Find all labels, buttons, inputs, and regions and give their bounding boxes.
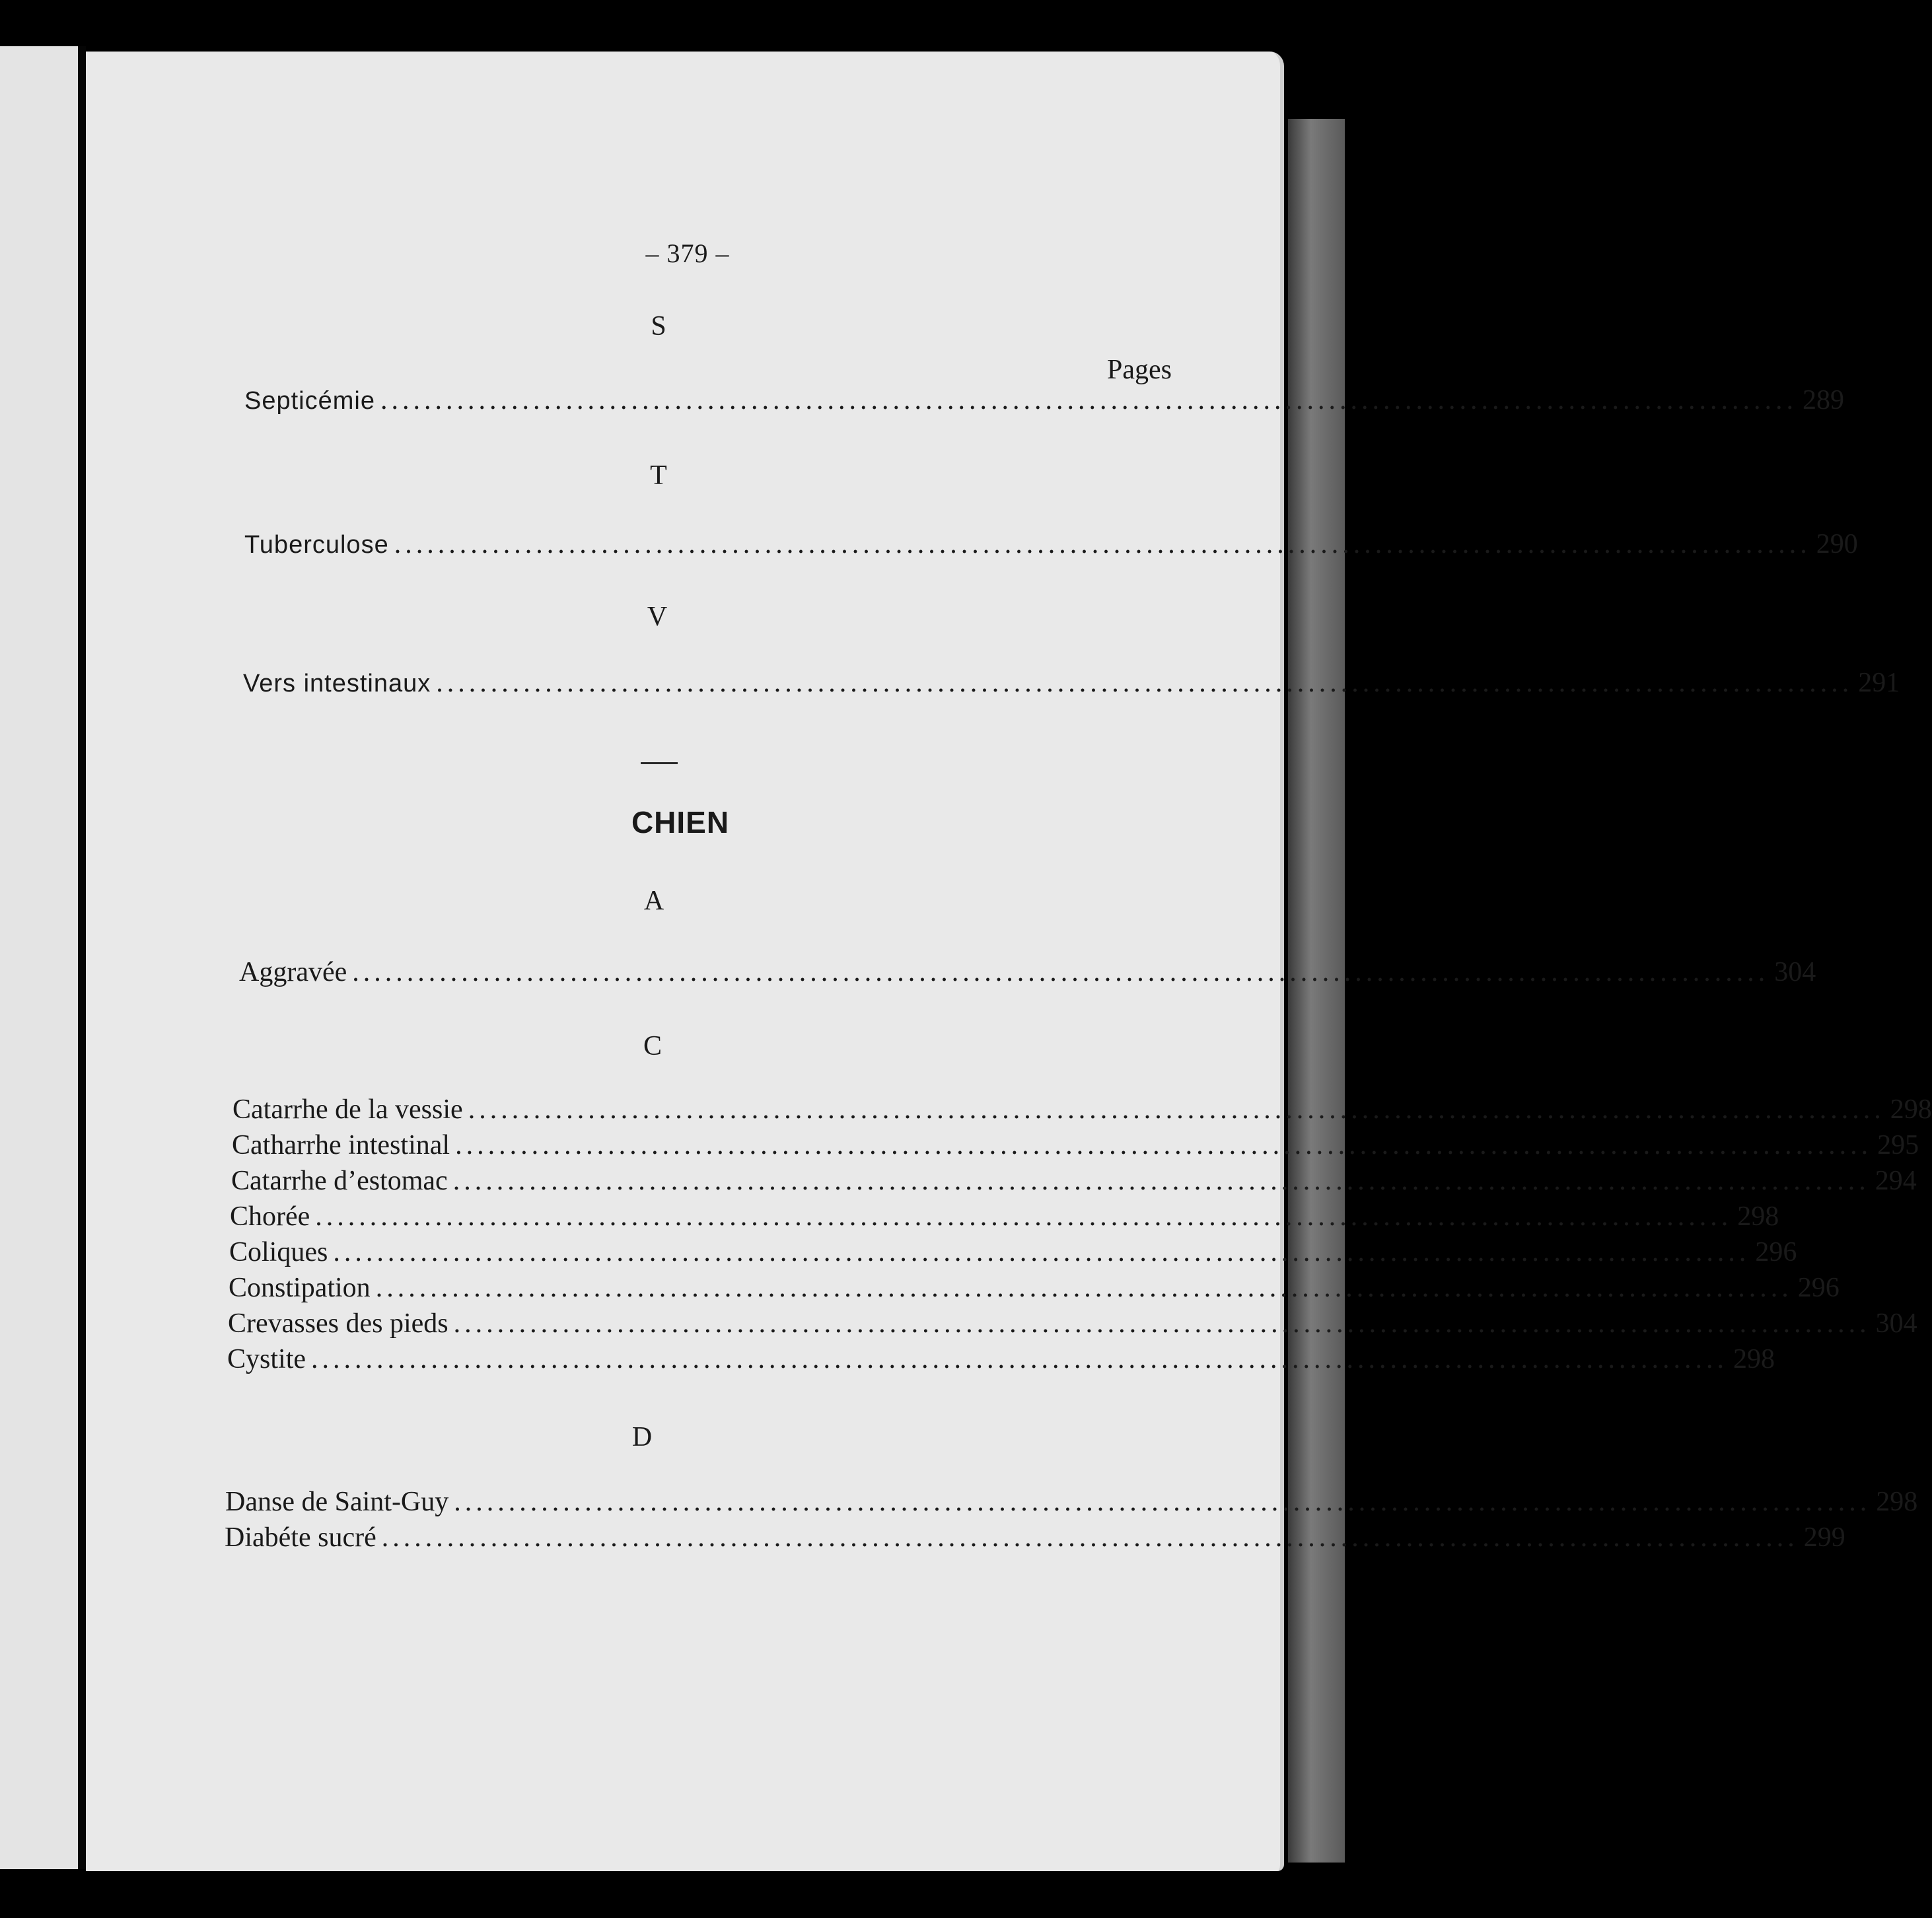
leader-dots: .................................................................................................................................. [468,1094,1885,1125]
index-entry [225,1520,1845,1555]
leader-dots: .................................................................................................................................. [315,1201,1733,1232]
index-entry [231,1164,1917,1198]
leader-dots: .................................................................................................................................. [352,957,1770,987]
entry-page: 296 [1755,1237,1797,1267]
entry-label: Tuberculose [244,531,389,559]
index-entry [229,1235,1797,1269]
entry-page: 298 [1890,1094,1932,1125]
section-divider [641,762,678,764]
leader-dots: .................................................................................................................................. [436,668,1853,698]
entry-label: Aggravée [239,957,347,987]
entry-label: Cystite [227,1344,306,1374]
index-entry [244,527,1858,561]
index-entry [243,666,1900,700]
section-letter-s: S [651,311,666,341]
leader-dots: .................................................................................................................................. [394,529,1811,559]
entry-page: 304 [1875,1308,1917,1339]
leader-dots: .................................................................................................................................. [452,1166,1870,1196]
entry-label: Catarrhe d’estomac [231,1166,448,1196]
entry-label: Diabéte sucré [225,1522,376,1553]
index-entry [229,1271,1840,1305]
index-entry [225,1485,1918,1519]
leader-dots: .................................................................................................................................. [453,1308,1871,1339]
entry-page: 296 [1797,1273,1840,1303]
page-number: – 379 – [645,238,730,268]
index-entry [233,1092,1932,1127]
section-letter-v: V [647,602,668,632]
entry-label: Chorée [230,1201,310,1232]
entry-page: 291 [1858,668,1900,698]
entry-label: Vers intestinaux [243,670,431,697]
section-letter-d: D [631,1422,653,1452]
leader-dots: .................................................................................................................................. [381,1522,1799,1553]
leader-dots: .................................................................................................................................. [380,385,1797,415]
leader-dots: .................................................................................................................................. [375,1273,1793,1303]
entry-page: 289 [1802,385,1844,415]
section-letter-a: A [643,886,664,916]
index-entry [232,1128,1919,1162]
leader-dots: .................................................................................................................................. [311,1344,1729,1374]
index-entry [230,1199,1779,1234]
entry-label: Constipation [229,1273,371,1303]
entry-label: Coliques [229,1237,328,1267]
leader-dots: .................................................................................................................................. [454,1487,1871,1517]
entry-page: 304 [1774,957,1816,987]
section-letter-t: T [650,460,667,491]
index-page [86,52,1932,1871]
left-facing-page [0,46,78,1869]
entry-label: Catarrhe de la vessie [233,1094,463,1125]
book-cover-edge [1288,119,1345,1863]
section-letter-c: C [643,1031,662,1061]
leader-dots: .................................................................................................................................. [455,1130,1873,1160]
index-entry [227,1342,1775,1376]
page-gutter [78,46,86,1869]
entry-label: Catharrhe intestinal [232,1130,450,1160]
index-entry [228,1306,1917,1341]
entry-page: 294 [1875,1166,1917,1196]
entry-label: Danse de Saint-Guy [225,1487,449,1517]
entry-page: 290 [1816,529,1858,559]
section-title-chien: CHIEN [631,805,730,839]
entry-label: Crevasses des pieds [228,1308,448,1339]
index-entry [244,383,1844,417]
entry-page: 298 [1733,1344,1775,1374]
index-entry [239,955,1816,989]
entry-page: 299 [1803,1522,1845,1553]
entry-page: 298 [1876,1487,1918,1517]
entry-page: 295 [1877,1130,1919,1160]
entry-page: 298 [1737,1201,1779,1232]
entry-label: Septicémie [244,387,375,415]
pages-column-header: Pages [1107,355,1172,385]
leader-dots: .................................................................................................................................. [333,1237,1750,1267]
